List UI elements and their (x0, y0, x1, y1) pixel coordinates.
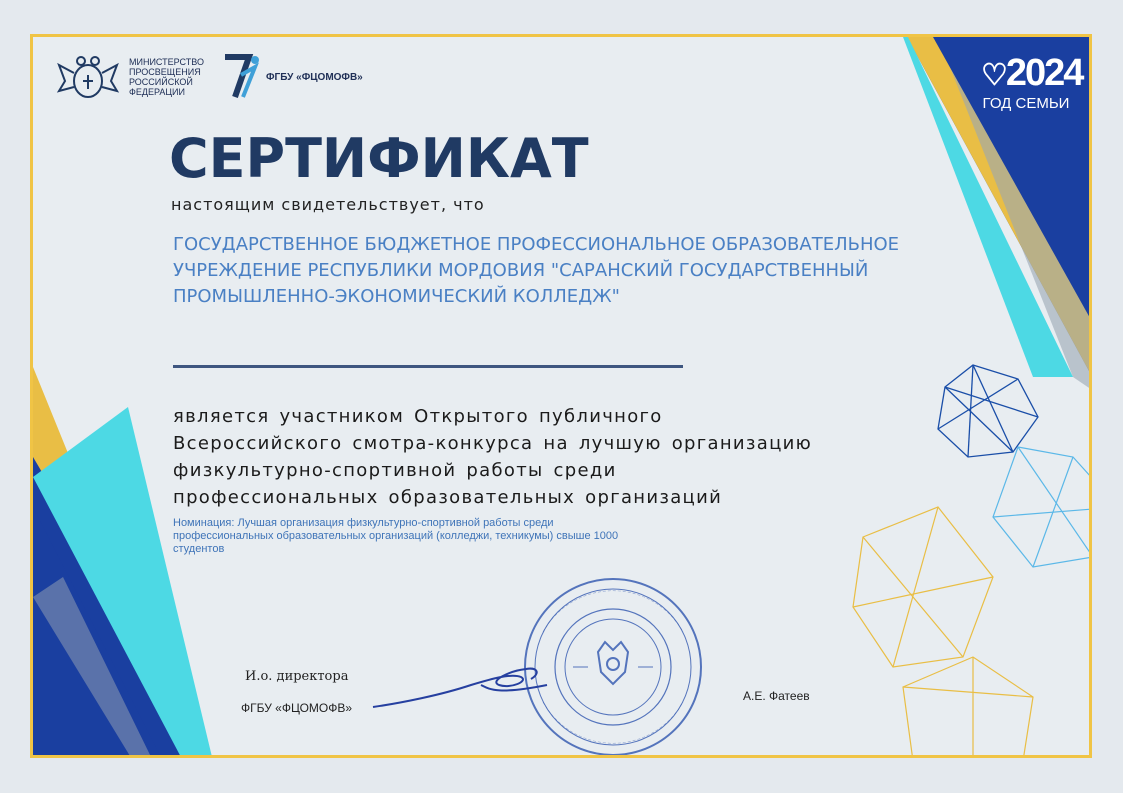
ministry-line: МИНИСТЕРСТВО (129, 57, 204, 67)
body-line: профессиональных образовательных организаций (173, 487, 723, 508)
mesh-dark-blue (938, 365, 1038, 457)
body-line: физкультурно-спортивной работы среди (173, 460, 617, 481)
fcomofv-label: ФГБУ «ФЦОМОФВ» (266, 72, 363, 83)
certificate-subtitle: настоящим свидетельствует, что (171, 195, 485, 214)
nomination-line: студентов (173, 543, 225, 555)
organization-line: УЧРЕЖДЕНИЕ РЕСПУБЛИКИ МОРДОВИЯ "САРАНСКИЙ ГОСУДАРСТВЕННЫЙ (173, 260, 869, 281)
certificate-page (30, 34, 1092, 758)
ministry-line: ФЕДЕРАЦИИ (129, 87, 185, 97)
year-digits: 2024 (1005, 52, 1083, 94)
certificate-body (173, 403, 812, 511)
nomination-text (173, 517, 618, 556)
ministry-line: ПРОСВЕЩЕНИЯ (129, 67, 201, 77)
year-label: ГОД СЕМЬИ (982, 95, 1070, 112)
body-line: Всероссийского смотра-конкурса на лучшую организацию (173, 433, 813, 454)
year-of-family-badge (981, 52, 1083, 112)
ministry-emblem-icon (55, 51, 121, 107)
mesh-light-blue (993, 447, 1092, 567)
organization-name (173, 232, 1013, 310)
mesh-gold (853, 507, 1033, 758)
certificate-title: СЕРТИФИКАТ (169, 127, 589, 190)
divider-line (173, 365, 683, 368)
body-line: является участником Открытого публичного (173, 406, 663, 427)
signer-position: И.о. директора (245, 669, 349, 684)
organization-line: ПРОМЫШЛЕННО-ЭКОНОМИЧЕСКИЙ КОЛЛЕДЖ" (173, 286, 620, 307)
ministry-line: РОССИЙСКОЙ (129, 77, 193, 87)
year-number (981, 52, 1083, 96)
nomination-line: профессиональных образовательных организаций (колледжи, техникумы) свыше 1000 (173, 530, 619, 542)
signer-organization: ФГБУ «ФЦОМОФВ» (241, 701, 353, 715)
heart-icon: ♡ (981, 59, 1006, 92)
ministry-name (129, 57, 229, 97)
signer-name: А.Е. Фатеев (743, 689, 810, 703)
nomination-line: Номинация: Лучшая организация физкультурно-спортивной работы среди (173, 517, 554, 529)
organization-line: ГОСУДАРСТВЕННОЕ БЮДЖЕТНОЕ ПРОФЕССИОНАЛЬНОЕ ОБРАЗОВАТЕЛЬНОЕ (173, 234, 900, 255)
handwritten-signature-icon (371, 655, 551, 715)
fcomofv-logo-icon (221, 51, 263, 101)
